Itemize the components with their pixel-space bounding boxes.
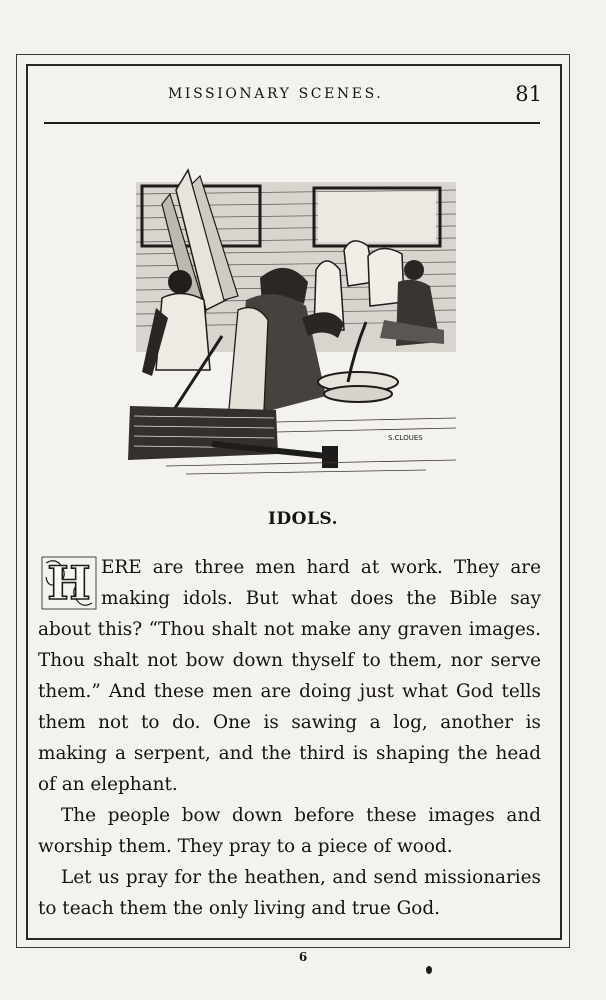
paragraph-3: Let us pray for the heathen, and send missionaries to teach them the only living and true God. bbox=[38, 867, 541, 919]
page-number: 81 bbox=[515, 82, 542, 106]
ornamental-drop-cap bbox=[40, 555, 98, 611]
drop-cap-letter: H bbox=[47, 556, 91, 610]
engraver-signature: S.CLOUES bbox=[388, 434, 423, 442]
header-rule bbox=[44, 122, 540, 124]
ink-speck bbox=[426, 966, 432, 974]
paragraph-2: The people bow down before these images and worship them. They pray to a piece of wood. bbox=[38, 805, 541, 857]
signature-mark: 6 bbox=[298, 950, 308, 964]
idol-makers-engraving bbox=[126, 160, 466, 480]
paragraph-1-text: ERE are three men hard at work. They are making idols. But what does the Bible say about this? “Thou shalt not make any graven images. Thou shalt not bow down thyself to them, nor serve them.” And these men are doing just what God tells them not to do. One is sawing a log, another is making a serpent, and the third is shaping the head of an elephant. bbox=[38, 557, 541, 795]
paragraph-1 bbox=[38, 552, 541, 800]
running-title: MISSIONARY SCENES. bbox=[168, 86, 384, 102]
illustration-caption: IDOLS. bbox=[267, 509, 339, 529]
